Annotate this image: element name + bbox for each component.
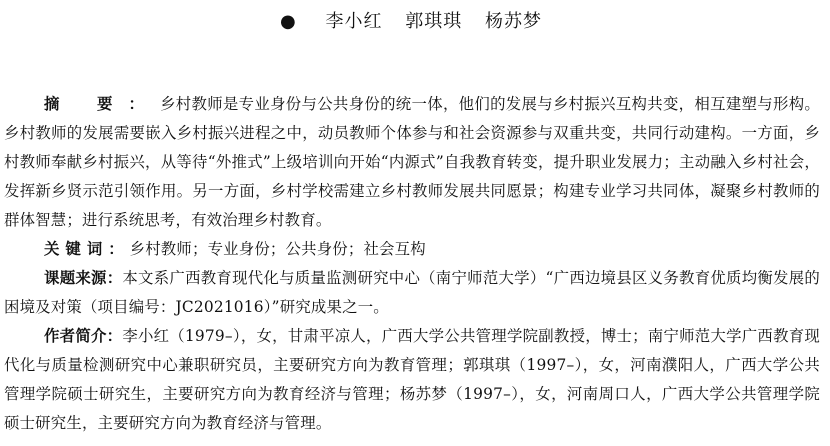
author-line [0, 8, 830, 36]
front-matter [4, 90, 820, 438]
author-name-2: 郭琪琪 [405, 11, 463, 32]
bio-paragraph [4, 322, 820, 438]
keywords-label: 关键词： [44, 240, 130, 258]
author-name-1: 李小红 [325, 11, 383, 32]
project-text: 本文系广西教育现代化与质量监测研究中心（南宁师范大学）“广西边境县区义务教育优质均衡发展的困境及对策（项目编号：JC2021016）”研究成果之一。 [4, 269, 820, 316]
abstract-text: 乡村教师是专业身份与公共身份的统一体，他们的发展与乡村振兴互构共变，相互建塑与形构。乡村教师的发展需要嵌入乡村振兴进程之中，动员教师个体参与和社会资源参与双重共变，共同行动建构。一方面，乡村教师奉献乡村振兴，从等待“外推式”上级培训向开始“内源式”自我教育转变，提升职业发展力；主动融入乡村社会，发挥新乡贤示范引领作用。另一方面，乡村学校需建立乡村教师发展共同愿景；构建专业学习共同体，凝聚乡村教师的群体智慧；进行系统思考，有效治理乡村教育。 [4, 95, 820, 229]
abstract-paragraph [4, 90, 820, 235]
bullet-icon: ● [280, 11, 297, 32]
bio-label: 作者简介： [44, 327, 123, 345]
project-label: 课题来源： [44, 269, 123, 287]
project-paragraph [4, 264, 820, 322]
author-name-3: 杨苏梦 [484, 11, 542, 32]
bio-text: 李小红（1979–），女，甘肃平凉人，广西大学公共管理学院副教授，博士；南宁师范大学广西教育现代化与质量检测研究中心兼职研究员，主要研究方向为教育管理；郭琪琪（1997–），女，河南濮阳人，广西大学公共管理学院硕士研究生，主要研究方向为教育经济与管理；杨苏梦（1997–），女，河南周口人，广西大学公共管理学院硕士研究生，主要研究方向为教育经济与管理。 [4, 327, 820, 432]
abstract-label: 摘 要： [44, 95, 161, 113]
keywords-paragraph [4, 235, 820, 264]
keywords-text: 乡村教师；专业身份；公共身份；社会互构 [129, 240, 426, 258]
